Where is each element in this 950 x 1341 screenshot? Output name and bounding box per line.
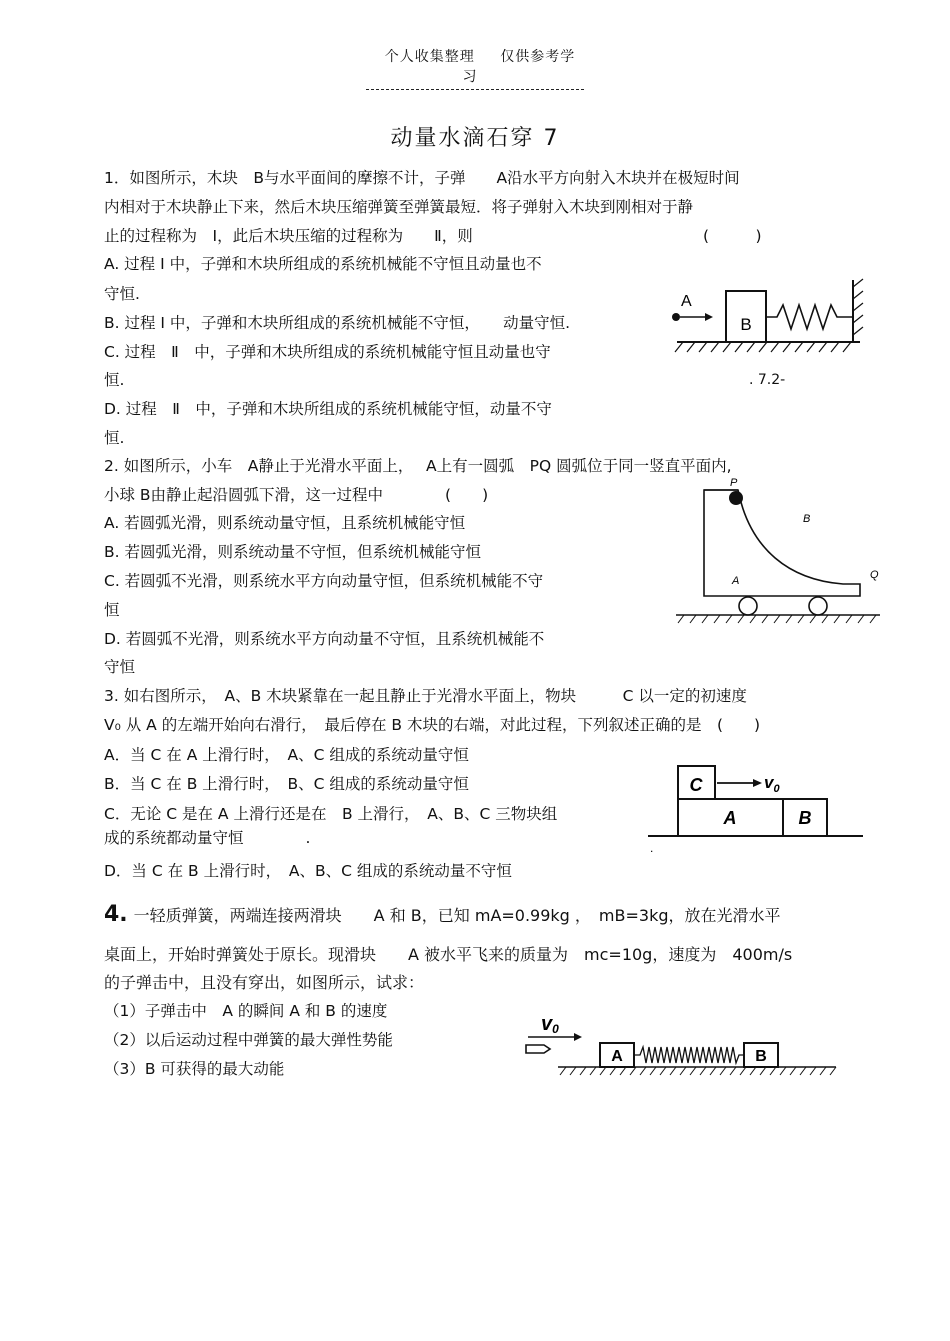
q2-wheel-left (739, 597, 757, 615)
q1-option-a-cont: 守恒. (104, 285, 140, 303)
q2-label-b: B (803, 513, 811, 525)
q1-option-b: B. 过程 Ⅰ 中，子弹和木块所组成的系统机械能不守恒， 动量守恒. (104, 314, 571, 332)
q1-wall-hatch (853, 279, 863, 335)
q1-option-d-cont: 恒. (104, 429, 125, 447)
q4-item-2: （2）以后运动过程中弹簧的最大弹性势能 (104, 1031, 393, 1049)
q4-line-2: 桌面上，开始时弹簧处于原长。现滑块 A 被水平飞来的质量为 mc=10g，速度为 400m/s (104, 945, 793, 964)
q3-option-a: A．当 C 在 A 上滑行时， A、C 组成的系统动量守恒 (104, 746, 469, 764)
q3-velocity-symbol: v (764, 773, 774, 792)
q1-answer-paren: ( ) (703, 227, 762, 245)
q1-option-d: D. 过程 Ⅱ 中，子弹和木块所组成的系统机械能守恒，动量不守 (104, 400, 552, 418)
q2-option-a: A. 若圆弧光滑，则系统动量守恒，且系统机械能守恒 (104, 514, 466, 532)
q1-spring (766, 305, 853, 329)
q4-velocity-subscript: 0 (552, 1022, 559, 1036)
q2-ground-hatch (678, 615, 876, 623)
q1-ground-hatch (675, 342, 851, 352)
q3-option-c: C．无论 C 是在 A 上滑行还是在 B 上滑行， A、B、C 三物块组 (104, 805, 558, 823)
q4-line-1-text: 一轻质弹簧，两端连接两滑块 A 和 B，已知 mA=0.99kg ， mB=3kg，放在光滑水平 (133, 906, 781, 925)
page-header (366, 46, 584, 90)
q4-spring (634, 1047, 744, 1063)
q1-option-c: C. 过程 Ⅱ 中，子弹和木块所组成的系统机械能守恒且动量也守 (104, 343, 551, 361)
q4-block-a-label: A (611, 1048, 623, 1065)
q3-arrow-head (753, 779, 762, 787)
q3-block-c-label: C (689, 775, 703, 795)
q2-option-c-cont: 恒 (104, 601, 120, 619)
q2-label-q: Q (870, 569, 879, 581)
q4-item-3: （3）B 可获得的最大动能 (104, 1060, 285, 1078)
q3-block-a-label: A (723, 808, 737, 828)
q3-option-b: B．当 C 在 B 上滑行时， B、C 组成的系统动量守恒 (104, 775, 469, 793)
q4-bullet (526, 1045, 550, 1053)
q1-block-b-label: B (740, 315, 752, 334)
page-title: 动量水滴石穿 7 (390, 126, 560, 151)
q4-item-1: （1）子弹击中 A 的瞬间 A 和 B 的速度 (104, 1002, 388, 1020)
q1-line-2: 内相对于木块静止下来，然后木块压缩弹簧至弹簧最短．将子弹射入木块到刚相对于静 (104, 198, 694, 216)
q3-figure-dot: . (650, 841, 654, 854)
header-left: 个人收集整理 (384, 49, 475, 65)
q3-option-d: D．当 C 在 B 上滑行时， A、B、C 组成的系统动量不守恒 (104, 862, 512, 880)
q2-figure (670, 478, 885, 630)
q2-line-2: 小球 B由静止起沿圆弧下滑，这一过程中 ( ) (104, 486, 489, 504)
q1-option-c-cont: 恒. (104, 371, 125, 389)
q3-line-2: V₀ 从 A 的左端开始向右滑行， 最后停在 B 木块的右端，对此过程，下列叙述正确的是 ( ) (104, 716, 761, 734)
q4-figure (518, 1003, 843, 1088)
q2-label-a: A (732, 575, 740, 587)
q2-option-d-cont: 守恒 (104, 658, 136, 676)
q3-line-1: 3. 如右图所示， A、B 木块紧靠在一起且静止于光滑水平面上，物块 C 以一定的初速度 (104, 687, 747, 705)
q1-figure-caption: . 7.2- (749, 372, 786, 388)
q1-option-a: A. 过程 Ⅰ 中，子弹和木块所组成的系统机械能不守恒且动量也不 (104, 255, 542, 273)
q2-option-c: C. 若圆弧不光滑，则系统水平方向动量守恒，但系统机械能不守 (104, 572, 544, 590)
q1-line-3: 止的过程称为 Ⅰ，此后木块压缩的过程称为 Ⅱ，则 (104, 227, 473, 245)
q2-wheel-right (809, 597, 827, 615)
q3-block-b-label: B (798, 808, 812, 828)
q4-ground-hatch (560, 1067, 836, 1075)
q4-velocity-label (541, 1013, 559, 1036)
q3-velocity-subscript: 0 (773, 783, 780, 795)
q1-bullet (672, 313, 680, 321)
q2-line-1: 2. 如图所示，小车 A静止于光滑水平面上， A上有一圆弧 PQ 圆弧位于同一竖直平面内, (104, 457, 732, 475)
q4-arrow-head (574, 1033, 582, 1041)
q4-line-1 (104, 902, 781, 929)
q4-line-3: 的子弹击中，且没有穿出，如图所示，试求： (104, 973, 425, 992)
q2-ball (729, 491, 743, 505)
q4-number: 4. (104, 902, 128, 927)
q1-bullet-label: A (681, 293, 692, 310)
q2-option-d: D. 若圆弧不光滑，则系统水平方向动量不守恒，且系统机械能不 (104, 630, 545, 648)
q2-cart-body (704, 490, 860, 596)
q2-label-p: P (730, 478, 738, 489)
q3-velocity-label (764, 773, 780, 795)
q1-line-1: 1．如图所示，木块 B与水平面间的摩擦不计，子弹 A沿水平方向射入木块并在极短时间 (104, 169, 740, 187)
header-right: 仅供参考学习 (462, 49, 576, 85)
q2-option-b: B. 若圆弧光滑，则系统动量不守恒，但系统机械能守恒 (104, 543, 481, 561)
q4-velocity-symbol: v (541, 1013, 553, 1035)
q3-option-c-cont: 成的系统都动量守恒 . (104, 829, 311, 847)
q4-block-b-label: B (755, 1048, 767, 1065)
q1-arrow-head (705, 313, 713, 321)
q3-figure (645, 762, 870, 854)
